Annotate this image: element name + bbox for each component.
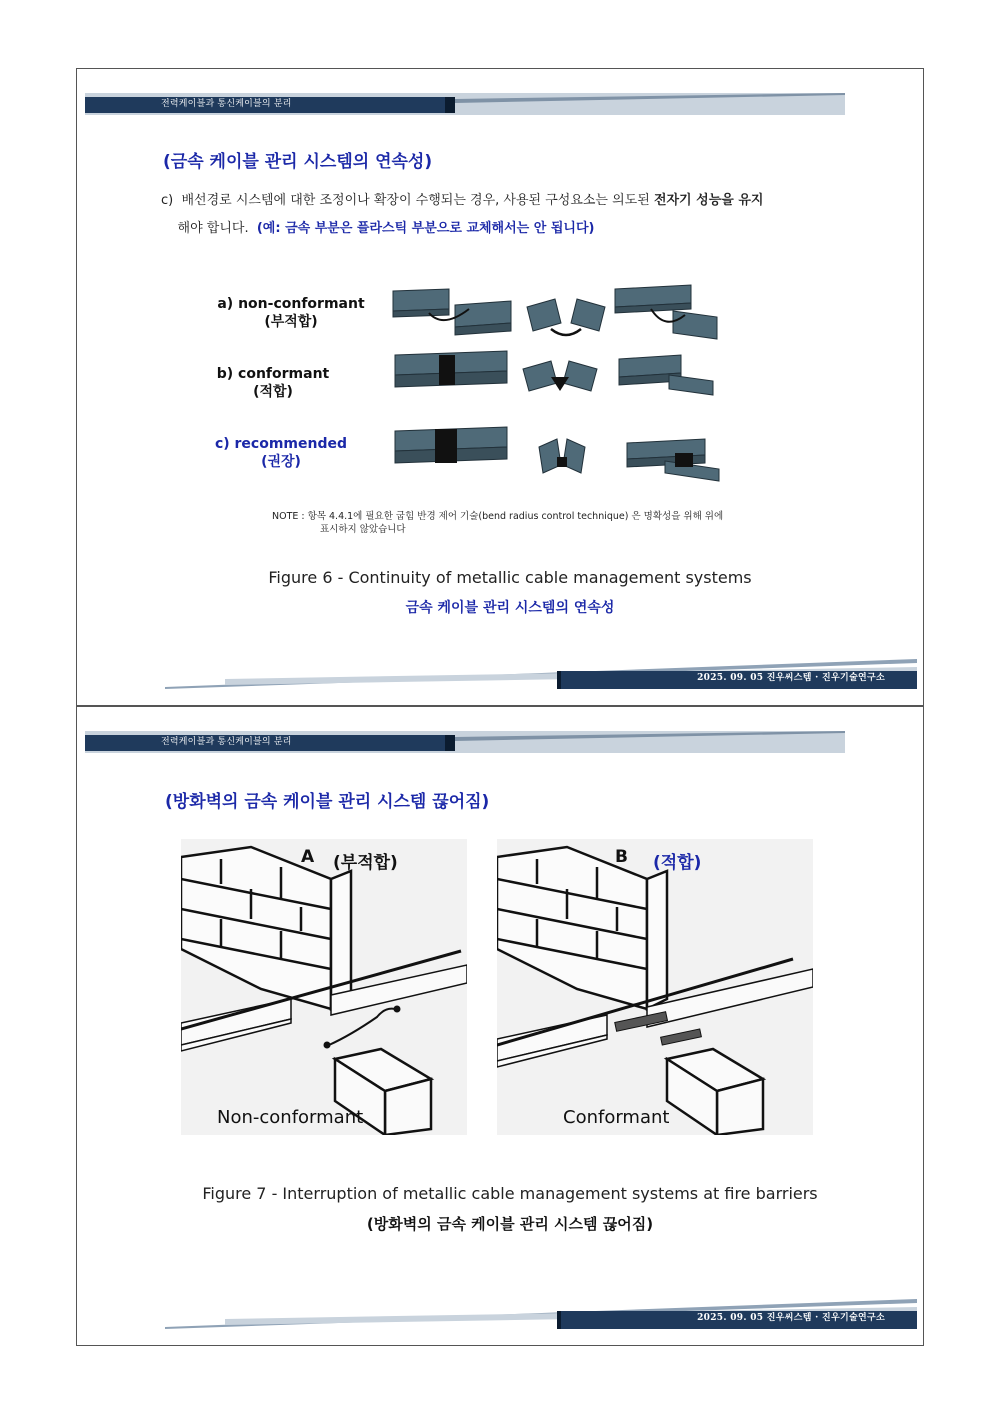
figure-b-letter: B	[615, 847, 628, 867]
tray-c-straight	[391, 425, 511, 467]
row-label-c	[191, 435, 371, 471]
footer-text: 2025. 09. 05 진우씨스템 · 진우기술연구소	[697, 1313, 885, 1323]
figure-a-letter: A	[301, 847, 315, 867]
row-label-c-ko: (권장)	[261, 454, 301, 470]
tray-a-tee	[611, 281, 723, 343]
section-title: (금속 케이블 관리 시스템의 연속성)	[163, 152, 433, 172]
tray-b-corner	[521, 359, 599, 393]
para-marker: c)	[161, 193, 174, 208]
para-text-2: 해야 합니다.	[177, 221, 249, 236]
figure-b-label: (적합)	[653, 853, 702, 873]
tray-c-corner	[537, 435, 587, 475]
tray-a-straight	[389, 283, 515, 339]
tray-b-straight	[391, 349, 511, 389]
note-line-1: NOTE : 항목 4.4.1에 필요한 굽힘 반경 제어 기술(bend radius control technique) 은 명확성을 위해 위에	[272, 511, 724, 522]
tray-a-corner	[525, 295, 607, 339]
section-title: (방화벽의 금속 케이블 관리 시스템 끊어짐)	[165, 792, 490, 812]
para-blue: (예: 금속 부분은 플라스틱 부분으로 교체해서는 안 됩니다)	[256, 221, 595, 236]
tray-b-tee	[617, 353, 717, 397]
row-label-a-ko: (부적합)	[264, 314, 318, 330]
figure-a-drawing	[181, 839, 467, 1135]
header-title: 전력케이블과 통신케이블의 분리	[161, 737, 292, 747]
figure-7-caption-ko: (방화벽의 금속 케이블 관리 시스템 끊어짐)	[366, 1215, 654, 1233]
paragraph	[161, 187, 891, 243]
figure-b-drawing	[497, 839, 813, 1135]
figure-7-caption-en: Figure 7 - Interruption of metallic cable management systems at fire barriers	[202, 1184, 818, 1203]
row-label-b	[183, 365, 363, 401]
row-label-b-en: b) conformant	[216, 366, 330, 382]
header-title: 전력케이블과 통신케이블의 분리	[161, 99, 292, 109]
row-label-a	[201, 295, 381, 331]
note	[272, 510, 723, 536]
note-line-2: 표시하지 않았습니다	[320, 524, 406, 535]
row-label-b-ko: (적합)	[253, 384, 293, 400]
slide-2	[76, 706, 924, 1346]
row-label-c-en: c) recommended	[214, 436, 348, 452]
figure-b-caption: Conformant	[563, 1107, 670, 1128]
tray-c-tee	[625, 435, 723, 483]
figure-6-caption-ko: 금속 케이블 관리 시스템의 연속성	[405, 600, 615, 616]
figure-a-label: (부적합)	[333, 853, 398, 873]
figure-a-caption: Non-conformant	[217, 1107, 364, 1128]
figure-6-caption-en: Figure 6 - Continuity of metallic cable management systems	[268, 568, 752, 587]
para-text-1: 배선경로 시스템에 대한 조정이나 확장이 수행되는 경우, 사용된 구성요소는 의도된	[181, 193, 650, 208]
para-bold: 전자기 성능을 유지	[653, 193, 764, 208]
slide-1	[76, 68, 924, 706]
row-label-a-en: a) non-conformant	[217, 296, 365, 312]
footer-text: 2025. 09. 05 진우씨스템 · 진우기술연구소	[697, 673, 885, 683]
